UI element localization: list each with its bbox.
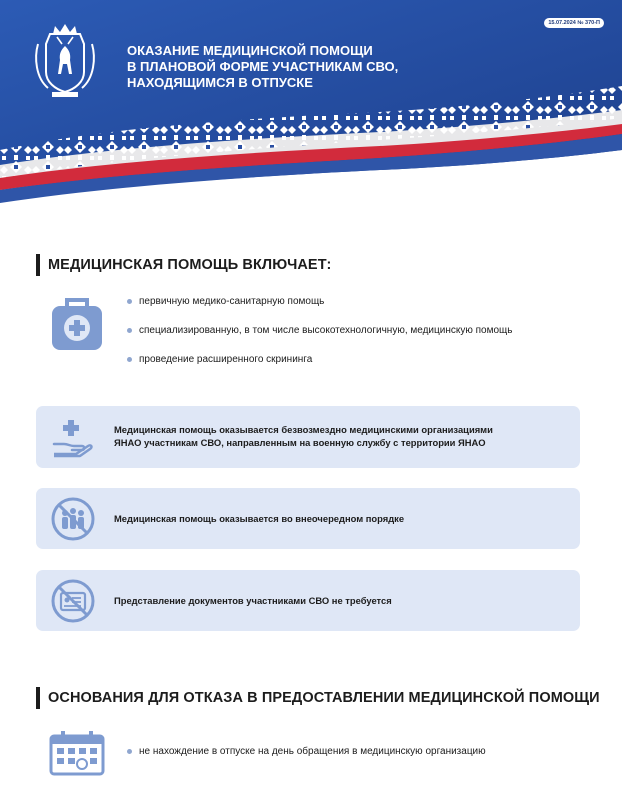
card-text-line: Представление документов участниками СВО не требуется xyxy=(114,595,392,606)
card-text-line: Медицинская помощь оказывается во внеочередном порядке xyxy=(114,513,405,524)
title-line: В ПЛАНОВОЙ ФОРМЕ УЧАСТНИКАМ СВО, xyxy=(127,59,399,74)
list-item: первичную медико-санитарную помощь xyxy=(127,296,512,325)
section-heading-text: МЕДИЦИНСКАЯ ПОМОЩЬ ВКЛЮЧАЕТ: xyxy=(48,257,332,273)
refusal-list xyxy=(127,746,486,757)
heading-marker xyxy=(36,687,40,709)
calendar-icon xyxy=(49,730,105,776)
page-title xyxy=(127,43,427,91)
info-card-priority xyxy=(36,488,580,549)
card-text-line: ЯНАО участникам СВО, направленным на военную службу с территории ЯНАО xyxy=(114,437,486,448)
section-heading-includes xyxy=(36,254,331,276)
info-card-free-care xyxy=(36,406,580,468)
list-item: проведение расширенного скрининга xyxy=(127,354,512,365)
card-text xyxy=(114,423,493,449)
document-stamp: 15.07.2024 № 370-П xyxy=(544,18,604,28)
title-line: ОКАЗАНИЕ МЕДИЦИНСКОЙ ПОМОЩИ xyxy=(127,43,373,58)
card-text xyxy=(114,594,392,607)
header-banner xyxy=(0,0,622,215)
hand-medical-cross-icon xyxy=(50,418,94,458)
section-heading-text: ОСНОВАНИЯ ДЛЯ ОТКАЗА В ПРЕДОСТАВЛЕНИИ МЕДИЦИНСКОЙ ПОМОЩИ xyxy=(48,690,600,706)
card-text xyxy=(114,512,404,525)
coat-of-arms-icon xyxy=(30,22,100,100)
info-card-no-documents xyxy=(36,570,580,631)
first-aid-kit-icon xyxy=(50,296,104,352)
heading-marker xyxy=(36,254,40,276)
includes-list xyxy=(127,296,512,365)
no-queue-icon xyxy=(50,496,96,542)
card-text-line: Медицинская помощь оказывается безвозмездно медицинскими организациями xyxy=(114,424,493,435)
list-item: не нахождение в отпуске на день обращения в медицинскую организацию xyxy=(127,746,486,757)
no-documents-icon xyxy=(50,578,96,624)
list-item: специализированную, в том числе высокотехнологичную, медицинскую помощь xyxy=(127,325,512,354)
title-line: НАХОДЯЩИМСЯ В ОТПУСКЕ xyxy=(127,75,313,90)
section-heading-refusal xyxy=(36,687,600,709)
